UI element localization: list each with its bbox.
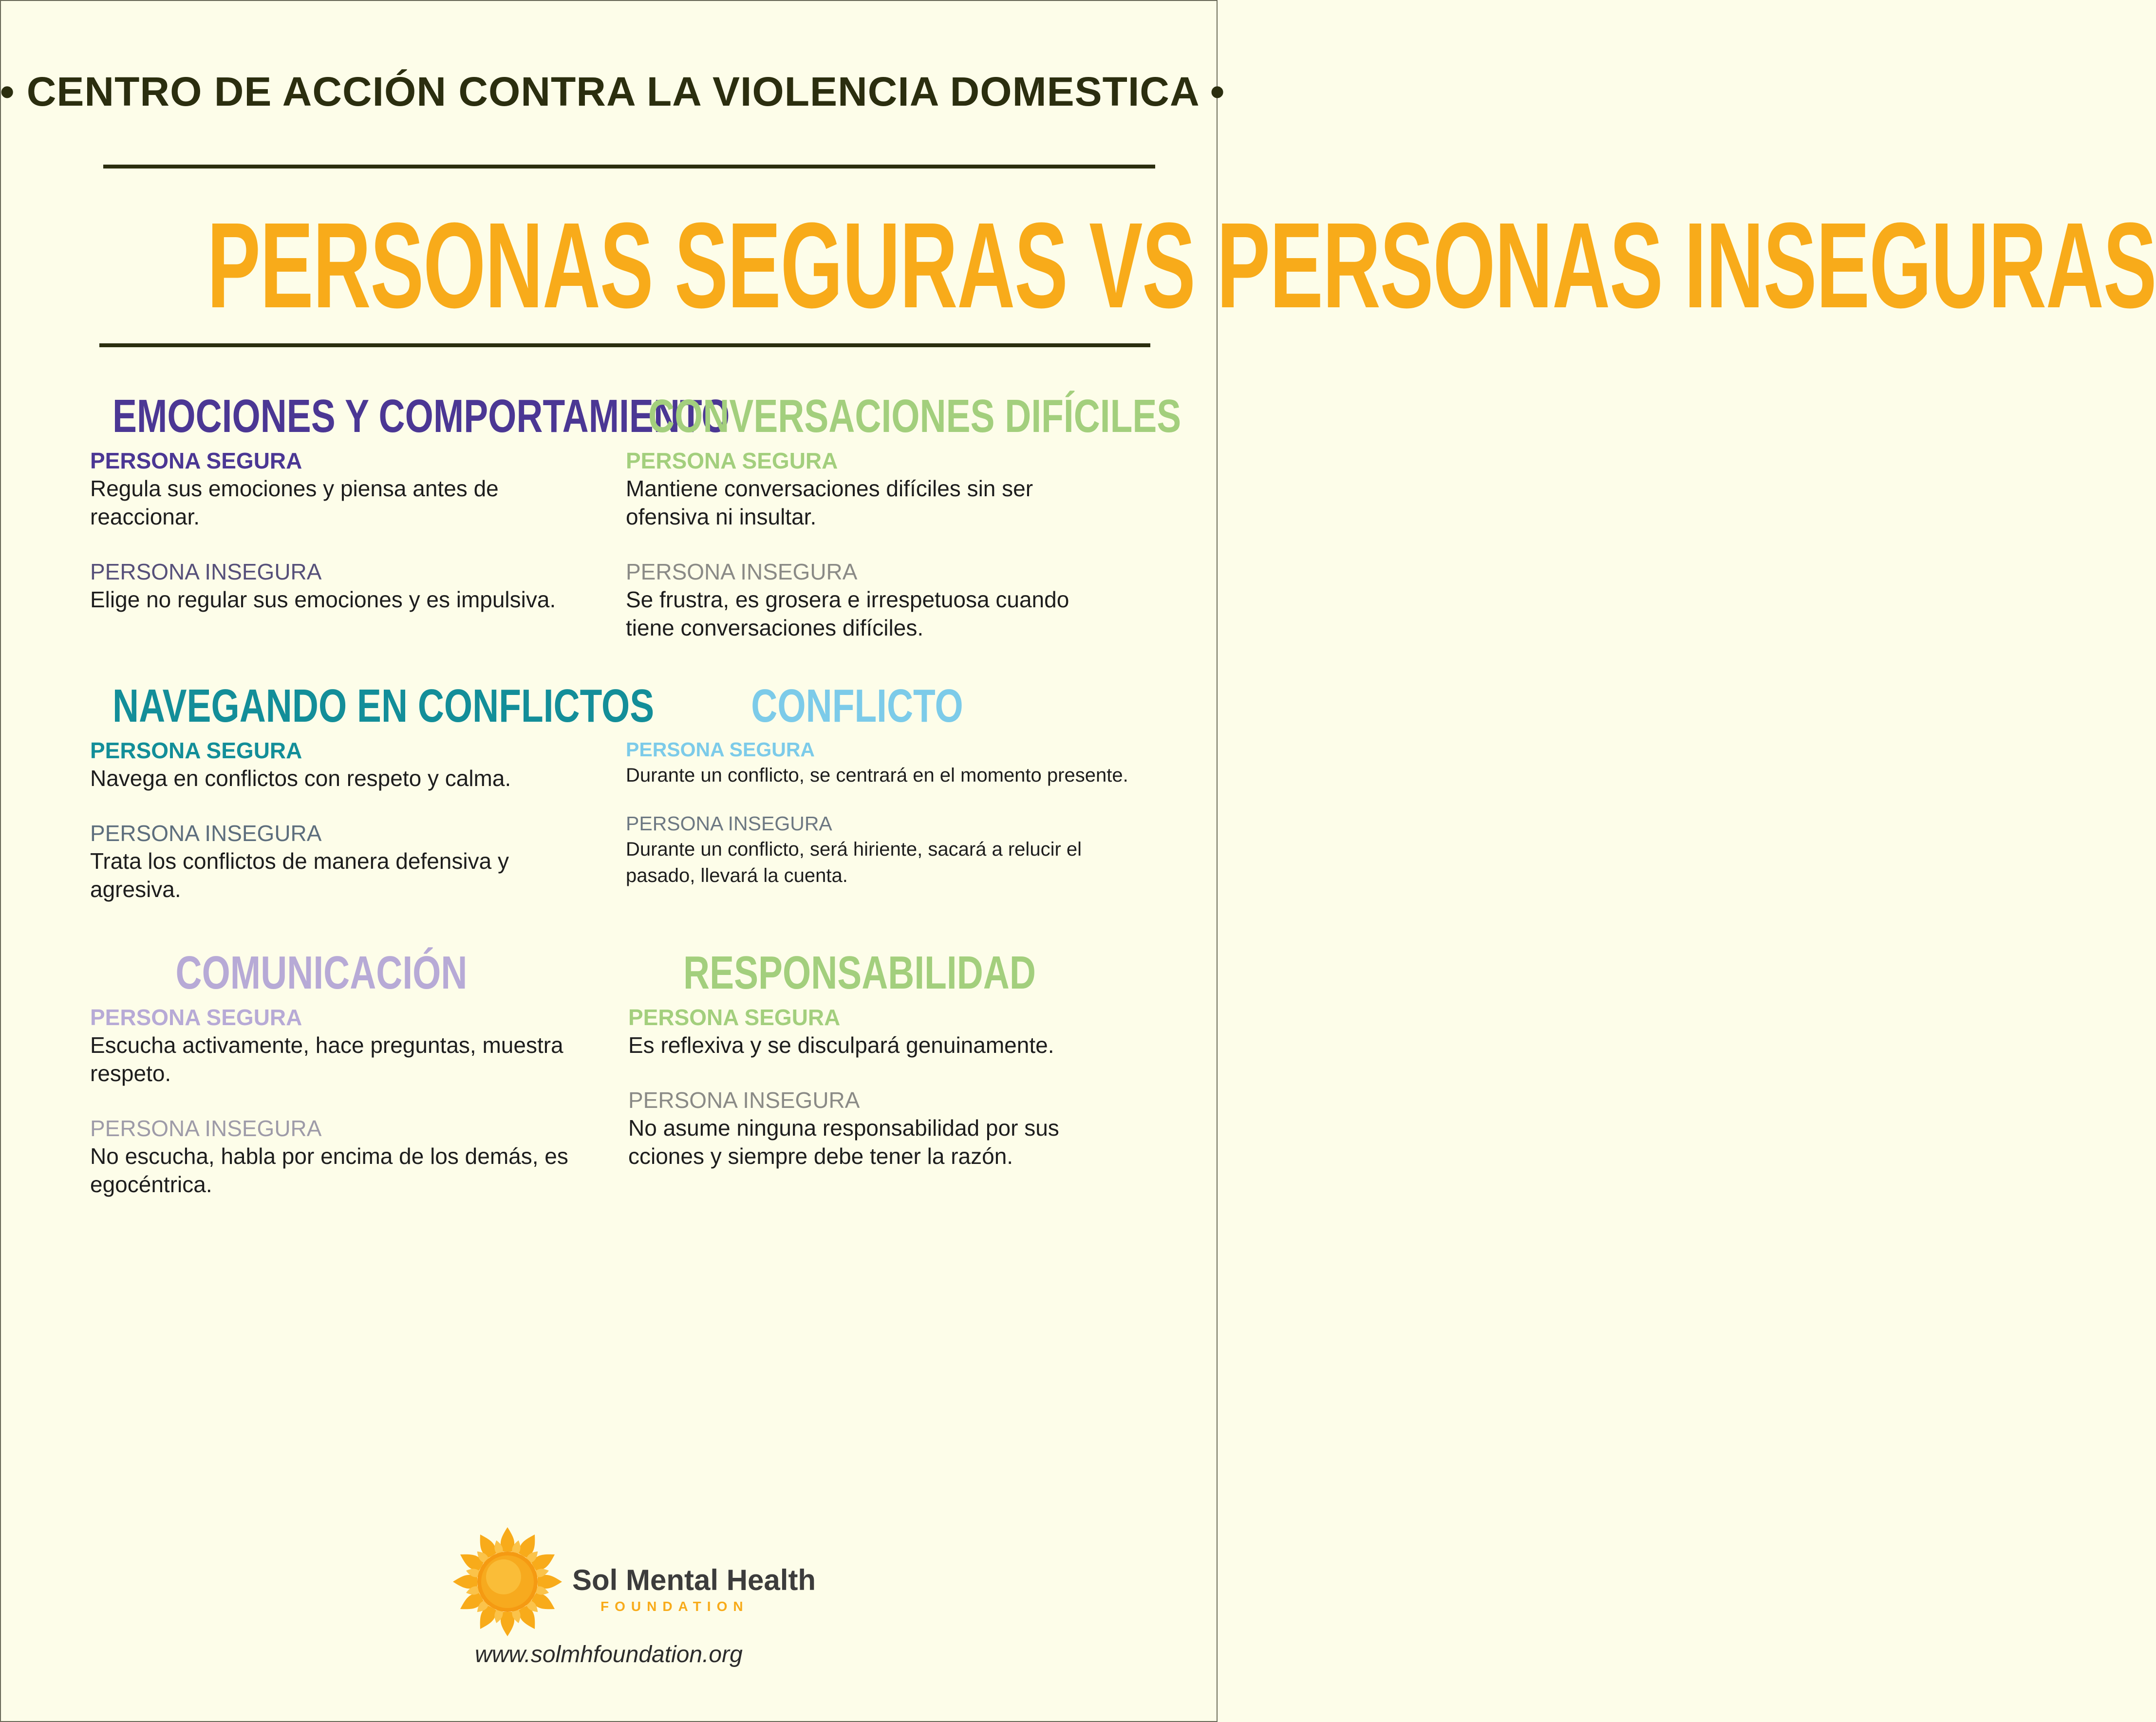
unsafe-text: No asume ninguna responsabilidad por sus cciones y siempre debe tener la razón. [628, 1115, 1059, 1169]
bottom-divider [99, 343, 1150, 347]
section-responsabilidad [592, 946, 1127, 1170]
safe-text: Mantiene conversaciones difíciles sin ser ofensiva ni insultar. [626, 476, 1033, 529]
section-conflicto [589, 679, 1128, 889]
unsafe-text: Durante un conflicto, será hiriente, sacará a relucir el pasado, llevará la cuenta. [626, 839, 1082, 886]
unsafe-label: PERSONA INSEGURA [626, 559, 858, 584]
website-link[interactable]: www.solmhfoundation.org [475, 1642, 743, 1667]
safe-label: PERSONA SEGURA [90, 448, 302, 473]
unsafe-label: PERSONA INSEGURA [626, 812, 832, 835]
unsafe-text: Se frustra, es grosera e irrespetuosa cuando tiene conversaciones difíciles. [626, 587, 1069, 640]
organization-header: • CENTRO DE ACCIÓN CONTRA LA VIOLENCIA DOMESTICA • [0, 69, 1225, 114]
section-comunicacion [54, 946, 589, 1198]
logo-name: Sol Mental Health [572, 1564, 816, 1596]
safe-text: Durante un conflicto, se centrará en el momento presente. [626, 765, 1128, 786]
logo-subtitle: FOUNDATION [600, 1599, 749, 1614]
section-emociones [54, 390, 730, 614]
section-title: CONFLICTO [751, 680, 963, 732]
safe-label: PERSONA SEGURA [90, 1005, 302, 1030]
unsafe-label: PERSONA INSEGURA [90, 1116, 322, 1141]
safe-text: Regula sus emociones y piensa antes de reaccionar. [90, 476, 499, 529]
safe-label: PERSONA SEGURA [90, 738, 302, 763]
section-title: EMOCIONES Y COMPORTAMIENTO [112, 390, 730, 442]
unsafe-text: Elige no regular sus emociones y es impulsiva. [90, 587, 556, 612]
section-conversaciones [589, 390, 1181, 642]
unsafe-label: PERSONA INSEGURA [628, 1087, 860, 1113]
unsafe-text: Trata los conflictos de manera defensiva y agresiva. [90, 848, 509, 902]
safe-label: PERSONA SEGURA [626, 448, 838, 473]
section-navegando [54, 679, 655, 903]
safe-text: Es reflexiva y se disculpará genuinamente. [628, 1032, 1054, 1058]
safe-label: PERSONA SEGURA [628, 1005, 841, 1030]
section-title: RESPONSABILIDAD [683, 947, 1036, 999]
page-title: PERSONAS SEGURAS VS PERSONAS INSEGURAS [206, 197, 2156, 333]
safe-text: Navega en conflictos con respeto y calma. [90, 766, 511, 791]
section-title: NAVEGANDO EN CONFLICTOS [112, 680, 655, 732]
section-title: COMUNICACIÓN [175, 947, 468, 999]
section-title: CONVERSACIONES DIFÍCILES [648, 390, 1181, 442]
unsafe-label: PERSONA INSEGURA [90, 559, 322, 584]
safe-text: Escucha activamente, hace preguntas, muestra respeto. [90, 1032, 563, 1086]
unsafe-text: No escucha, habla por encima de los demás, es egocéntrica. [90, 1143, 568, 1197]
unsafe-label: PERSONA INSEGURA [90, 821, 322, 846]
top-divider [103, 165, 1155, 168]
safe-label: PERSONA SEGURA [626, 738, 815, 761]
